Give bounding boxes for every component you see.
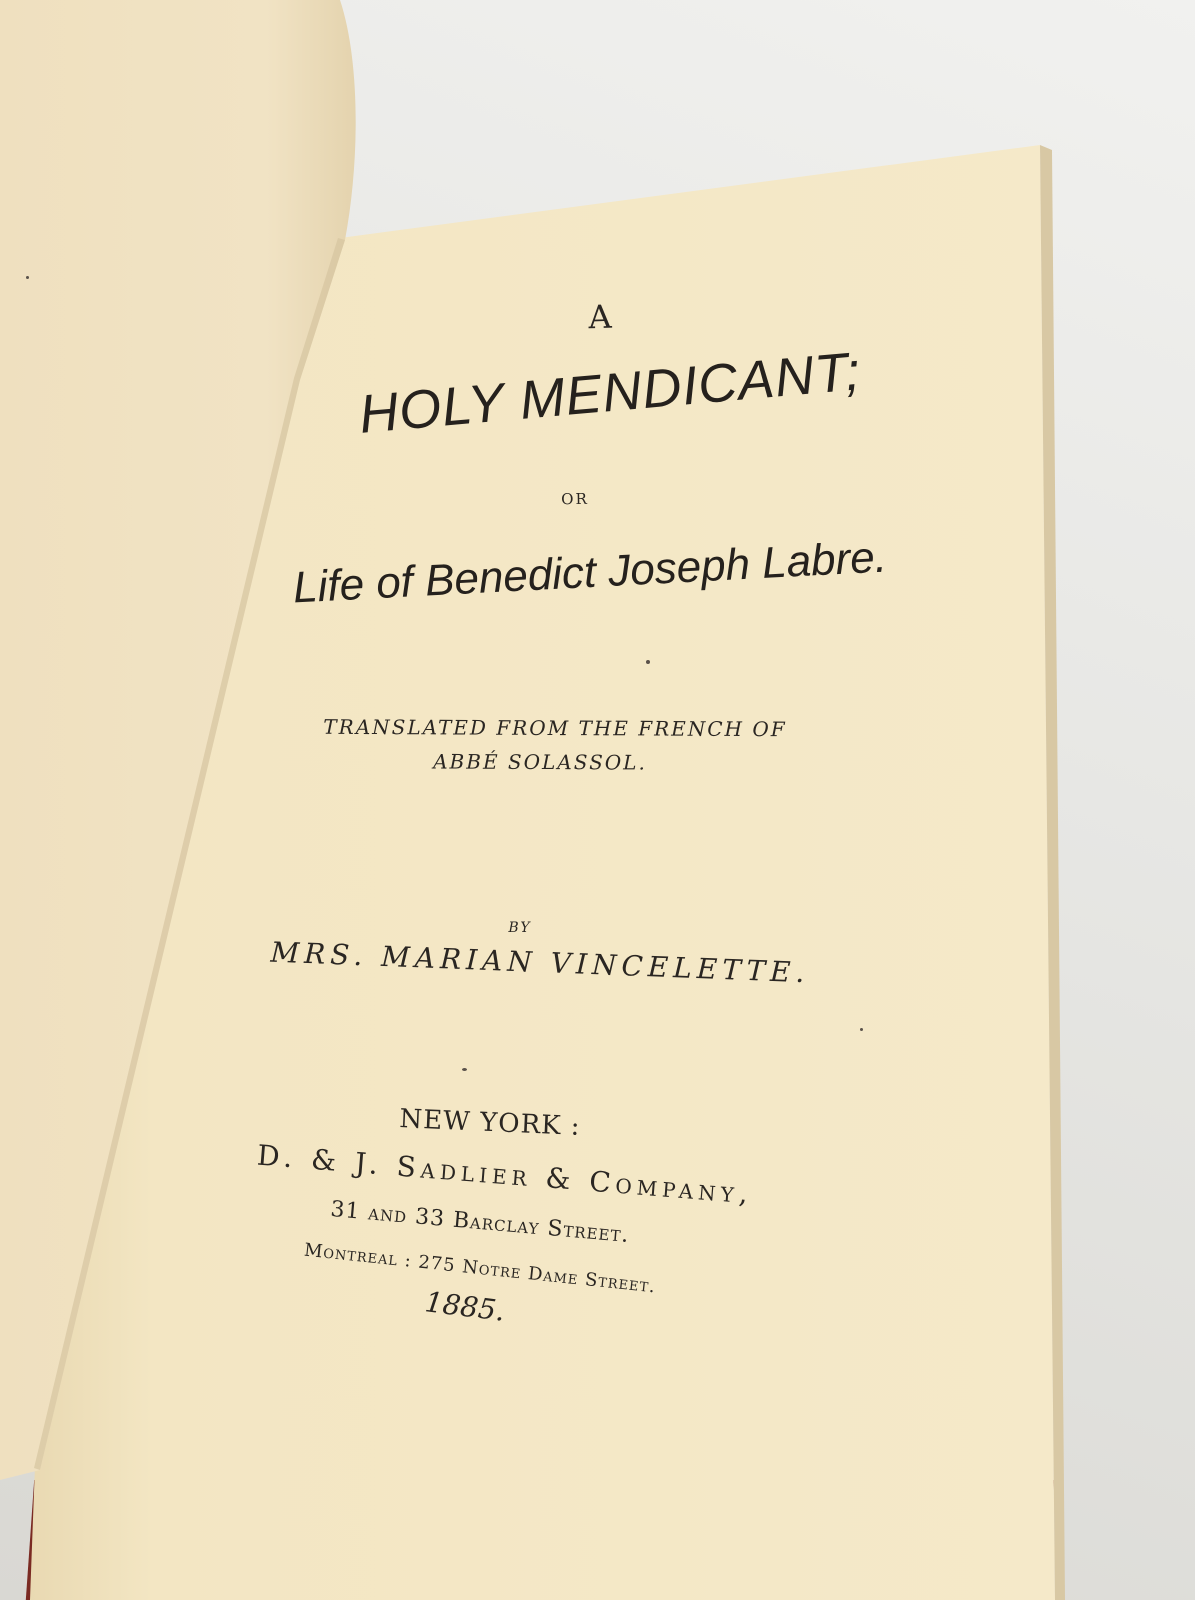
author-by: BY xyxy=(508,920,532,936)
author-name: MRS. MARIAN VINCELETTE. xyxy=(269,935,811,990)
title-article: A xyxy=(587,297,613,337)
publisher-address: 31 and 33 Barclay Street. xyxy=(329,1196,631,1249)
translation-credit-line-1: TRANSLATED FROM THE FRENCH OF xyxy=(323,714,787,742)
publication-year: 1885. xyxy=(423,1285,507,1328)
publisher-city: NEW YORK : xyxy=(398,1104,582,1142)
paper-speck xyxy=(860,1028,863,1031)
translation-credit-line-2: ABBÉ SOLASSOL. xyxy=(433,749,647,775)
publisher-montreal-address: Montreal : 275 Notre Dame Street. xyxy=(303,1239,657,1298)
book-subtitle: Life of Benedict Joseph Labre. xyxy=(291,532,889,613)
book-title: HOLY MENDICANT; xyxy=(356,341,864,445)
paper-speck xyxy=(646,660,650,664)
paper-speck xyxy=(26,276,29,279)
paper-speck xyxy=(462,1068,467,1071)
publisher-name: D. & J. Sadlier & Company, xyxy=(255,1138,755,1211)
title-conjunction: OR xyxy=(561,489,589,509)
